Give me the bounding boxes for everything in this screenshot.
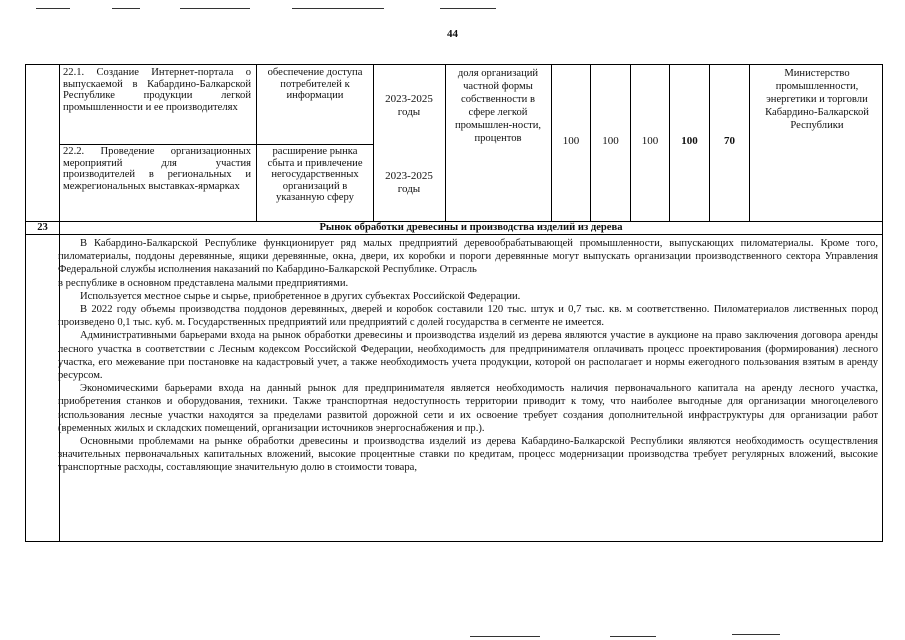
table-grid-line [445,65,446,221]
indicator-value-1: 100 [562,135,580,148]
scan-artifact-line [440,8,496,9]
indicator-value-2: 100 [602,135,619,148]
paragraph: В 2022 году объемы производства поддонов деревянных, дверей и коробок составили 120 тыс. штук и 0,7 тыс. кв. м соответственно. Пиломатериалов лиственных пород произведено 0,1 тыс. куб. м. Государственных предприятий или предприятий с долей государства в сегменте не имеется. [58,304,878,329]
scan-artifact-line [292,8,384,9]
paragraph: В Кабардино-Балкарской Республике функционирует ряд малых предприятий деревообрабатывающей промышленности, выпускающих пиломатериалы. Кроме того, пиломатериалы, поддоны деревянные, ящики деревянные, окна, двери, их коробки и пороги деревянные могут выпускать организации производственного сектора Управления Федеральной службы исполнения наказаний по Кабардино-Балкарской Республике. Отрасль [58,238,878,276]
task-22-1: 22.1. Создание Интернет-портала о выпускаемой в Кабардино-Балкарской Республике продукции легкой промышленности и ее производителях [63,67,251,113]
table-grid-line [373,65,374,221]
section-body [58,237,878,475]
scan-artifact-line [732,634,780,635]
scan-artifact-line [470,636,540,637]
table-grid-line [59,144,374,145]
period-22-1: 2023-2025 годы [385,93,433,118]
section-title: Рынок обработки древесины и производства изделий из дерева [319,222,623,233]
result-22-1: обеспечение доступа потребителей к информации [267,67,363,102]
section-number: 23 [37,222,48,233]
table-grid-line [749,65,750,221]
paragraph: Основными проблемами на рынке обработки древесины и производства изделий из дерева Кабардино-Балкарской Республики являются необходимость осуществления значительных первоначальных капитальных вложений, высокие процентные ставки по кредитам, процесс модернизации производства требует регулярных вложений, высокие транспортные расходы, составляющие значительную долю в стоимости товара, [58,436,878,474]
indicator-value-4: 100 [681,135,698,148]
responsible-executor: Министерство промышленности, энергетики и торговли Кабардино-Балкарской Республики [765,68,869,131]
scan-artifact-line [112,8,140,9]
scan-artifact-line [180,8,250,9]
paragraph: Административными барьерами входа на рынок обработки древесины и производства изделий из дерева являются участие в аукционе на право заключения договора аренды лесного участка в соответствии с Лесным кодексом Российской Федерации, необходимость для предпринимателя оплачивать процесс проектирования (формирования) лесного участка, его межевание при постановке на кадастровый учет, а также необходимость учета продукции, которой он располагает и нормы ежегодного пользования взятым в аренду ресурсом. [58,330,878,382]
indicator-value-3: 100 [641,135,659,148]
table-grid-line [26,234,883,235]
indicator-value-5: 70 [724,135,735,148]
result-22-2: расширение рынка сбыта и привлечение негосударственных организаций в указанную сферу [267,146,363,204]
table-grid-line [256,65,257,221]
paragraph: в республике в основном представлена малыми предприятиями. [58,277,349,289]
paragraph: Используется местное сырье и сырье, приобретенное в других субъектах Российской Федерации. [80,290,521,302]
scan-artifact-line [36,8,70,9]
scan-artifact-line [610,636,656,637]
indicator-text: доля организаций частной формы собственности в сфере легкой промышлен-ности, процентов [454,68,542,144]
page-number: 44 [447,28,458,40]
period-22-2: 2023-2025 годы [385,170,433,195]
task-22-2: 22.2. Проведение организационных мероприятий для участия производителей в региональных и межрегиональных выставках-ярмарках [63,146,251,192]
paragraph: Экономическими барьерами входа на данный рынок для предпринимателя является необходимость наличия первоначального капитала на аренду лесного участка, приобретения станков и оборудования, техники. Также транспортная недоступность территории приводит к тому, что наиболее выгодные для организации многоцелевого использования лесные участки находятся за пределами развитой дорожной сети и их освоение требует создания дополнительной инфраструктуры для организации работ (временных жилых и складских помещений, организации источников энергоснабжения и пр.). [58,383,878,434]
program-table [25,64,883,542]
